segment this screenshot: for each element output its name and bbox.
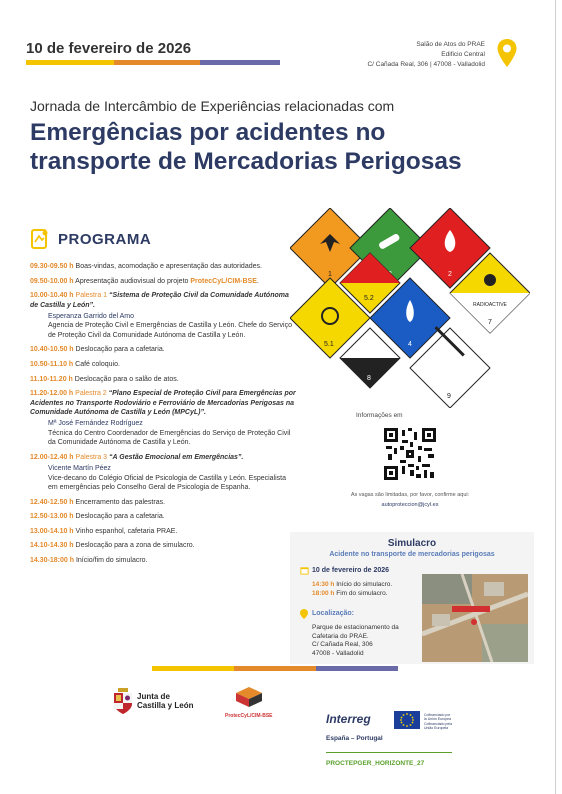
svg-text:5.2: 5.2 <box>364 295 374 302</box>
document-icon <box>30 228 50 250</box>
event-subtitle: Jornada de Intercâmbio de Experiências relacionadas com <box>30 98 395 114</box>
qr-code[interactable] <box>384 428 436 480</box>
location-map[interactable] <box>422 574 528 662</box>
simulacro-start: 14:30 h Início do simulacro. <box>312 581 393 588</box>
schedule-item: 09.50-10.00 h Apresentação audiovisual do projeto ProtecCyL/CIM-BSE. <box>30 277 259 285</box>
schedule-item: 10.00-10.40 h Palestra 1 “Sistema de Proteção Civil da Comunidade Autónoma de Castilla y León”. Esperanza Garrido del Amo Agencia de Proteção Civil e Emergências de Castilla y León. Chefe do Serviço de Proteção Civil da Comunidade Autónoma de Castilla y León. <box>30 291 296 340</box>
location-pin-icon <box>300 609 308 619</box>
speaker-name: Esperanza Garrido del Amo <box>48 313 134 320</box>
schedule-item: 10.40-10.50 h Deslocação para a cafetaria. <box>30 346 165 354</box>
venue-address: Salão de Atos do PRAE Edificio Central C/ Cañada Real, 306 | 47008 - Valladolid <box>367 41 485 68</box>
junta-castilla-leon-logo: Junta de Castilla y León <box>113 688 193 714</box>
schedule-item: 12.50-13.00 h Deslocação para a cafetaria. <box>30 513 165 521</box>
schedule-item: 14.30-18:00 h Início/fim do simulacro. <box>30 557 148 564</box>
svg-text:8: 8 <box>367 375 371 382</box>
schedule-item: 12.00-12.40 h Palestra 3 “A Gestão Emocional em Emergências”. Vicente Martín Péez Vice-decano do Colégio Oficial de Psicologia de Castilla y León. Especialista em emergências pelo Conselho Geral de Psicologia de Espanha. <box>30 453 296 493</box>
speaker-desc: Agencia de Proteção Civil e Emergências de Castilla y León. Chefe do Serviço de Proteção Civil da Comunidade Autónoma de Castilla y León. <box>48 322 292 339</box>
hazard-signs-illustration <box>290 208 530 408</box>
speaker-name: Vicente Martín Péez <box>48 465 111 473</box>
coat-of-arms-icon <box>113 688 133 714</box>
program-schedule <box>30 262 296 571</box>
schedule-item: 10.50-11.10 h Café coloquio. <box>30 361 120 368</box>
program-heading <box>30 228 151 250</box>
location-label: Localização: <box>312 610 355 617</box>
schedule-item: 14.10-14.30 h Deslocação para a zona de simulacro. <box>30 542 195 550</box>
contact-email[interactable]: autoproteccion@jcyl.es <box>381 502 439 508</box>
speaker-desc: Técnica do Centro Coordenador de Emergências do Serviço de Proteção Civil da Comunidade Autónoma de Castilla y León. <box>48 429 291 447</box>
location-address: Parque de estacionamento da Cafetaria do PRAE. C/ Cañada Real, 306 47008 - Valladolid <box>312 624 399 657</box>
program-region: España – Portugal <box>326 735 383 742</box>
calendar-icon <box>300 566 309 575</box>
svg-text:1: 1 <box>328 271 332 278</box>
info-label: Informações em <box>356 412 403 419</box>
color-bars-top <box>26 60 280 65</box>
simulacro-date: 10 de fevereiro de 2026 <box>312 567 390 574</box>
speaker-desc: Vice-decano do Colégio Oficial de Psicologia de Castilla y León. Especialista em emergências pelo Conselho Geral de Psicologia de Espanha. <box>48 474 287 492</box>
interreg-logo: Interreg <box>326 712 371 726</box>
simulacro-subtitle: Acidente no transporte de mercadorias perigosas <box>329 551 495 558</box>
program-title: PROGRAMA <box>58 230 152 248</box>
simulacro-box <box>290 532 534 664</box>
svg-text:5.1: 5.1 <box>324 341 334 348</box>
svg-text:4: 4 <box>408 341 412 348</box>
svg-text:9: 9 <box>447 393 451 400</box>
simulacro-title: Simulacro <box>387 538 437 549</box>
svg-text:2: 2 <box>448 271 452 278</box>
event-title: Emergências por acidentes no transporte de Mercadorias Perigosas <box>30 119 462 175</box>
proteccyl-logo: ProtecCyL/CIM-BSE <box>225 686 273 723</box>
registration-note: As vagas são limitadas, por favor, confirme aqui: <box>350 492 470 498</box>
speaker-name: Mª José Fernández Rodríguez <box>48 420 143 428</box>
schedule-item: 12.40-12.50 h Encerramento das palestras. <box>30 498 166 506</box>
schedule-item: 09.30-09.50 h Boas-vindas, acomodação e apresentação das autoridades. <box>30 263 262 270</box>
svg-text:7: 7 <box>488 319 492 326</box>
divider <box>326 752 452 753</box>
eu-cofinancing-text: Cofinanciado por la Unión Europea Cofinanciado pela União Europeia <box>424 713 453 730</box>
svg-text:RADIOACTIVE: RADIOACTIVE <box>473 302 507 308</box>
schedule-item: 11.20-12.00 h Palestra 2 “Plano Especial de Proteção Civil para Emergências por Acidentes no Transporte Rodoviário e Ferroviário de Mercadorias Perigosas na Comunidade Autónoma de Castilla y León (MPCyL)”. Mª José Fernández Rodríguez Técnica do Centro Coordenador de Emergências do Serviço de Proteção Civil da Comunidade Autónoma de Castilla y León. <box>30 390 296 447</box>
color-bars-bottom <box>152 666 398 671</box>
eu-flag-icon <box>394 711 420 729</box>
schedule-item: 11.10-11.20 h Deslocação para o salão de atos. <box>30 375 179 383</box>
simulacro-end: 18:00 h Fim do simulacro. <box>312 590 388 597</box>
event-date: 10 de fevereiro de 2026 <box>26 40 192 57</box>
project-hashtag: PROCTEPGER_HORIZONTE_27 <box>326 760 425 767</box>
schedule-item: 13.00-14.10 h Vinho espanhol, cafetaria PRAE. <box>30 527 178 535</box>
cube-logo-icon <box>234 686 264 708</box>
location-pin-icon <box>496 38 518 68</box>
